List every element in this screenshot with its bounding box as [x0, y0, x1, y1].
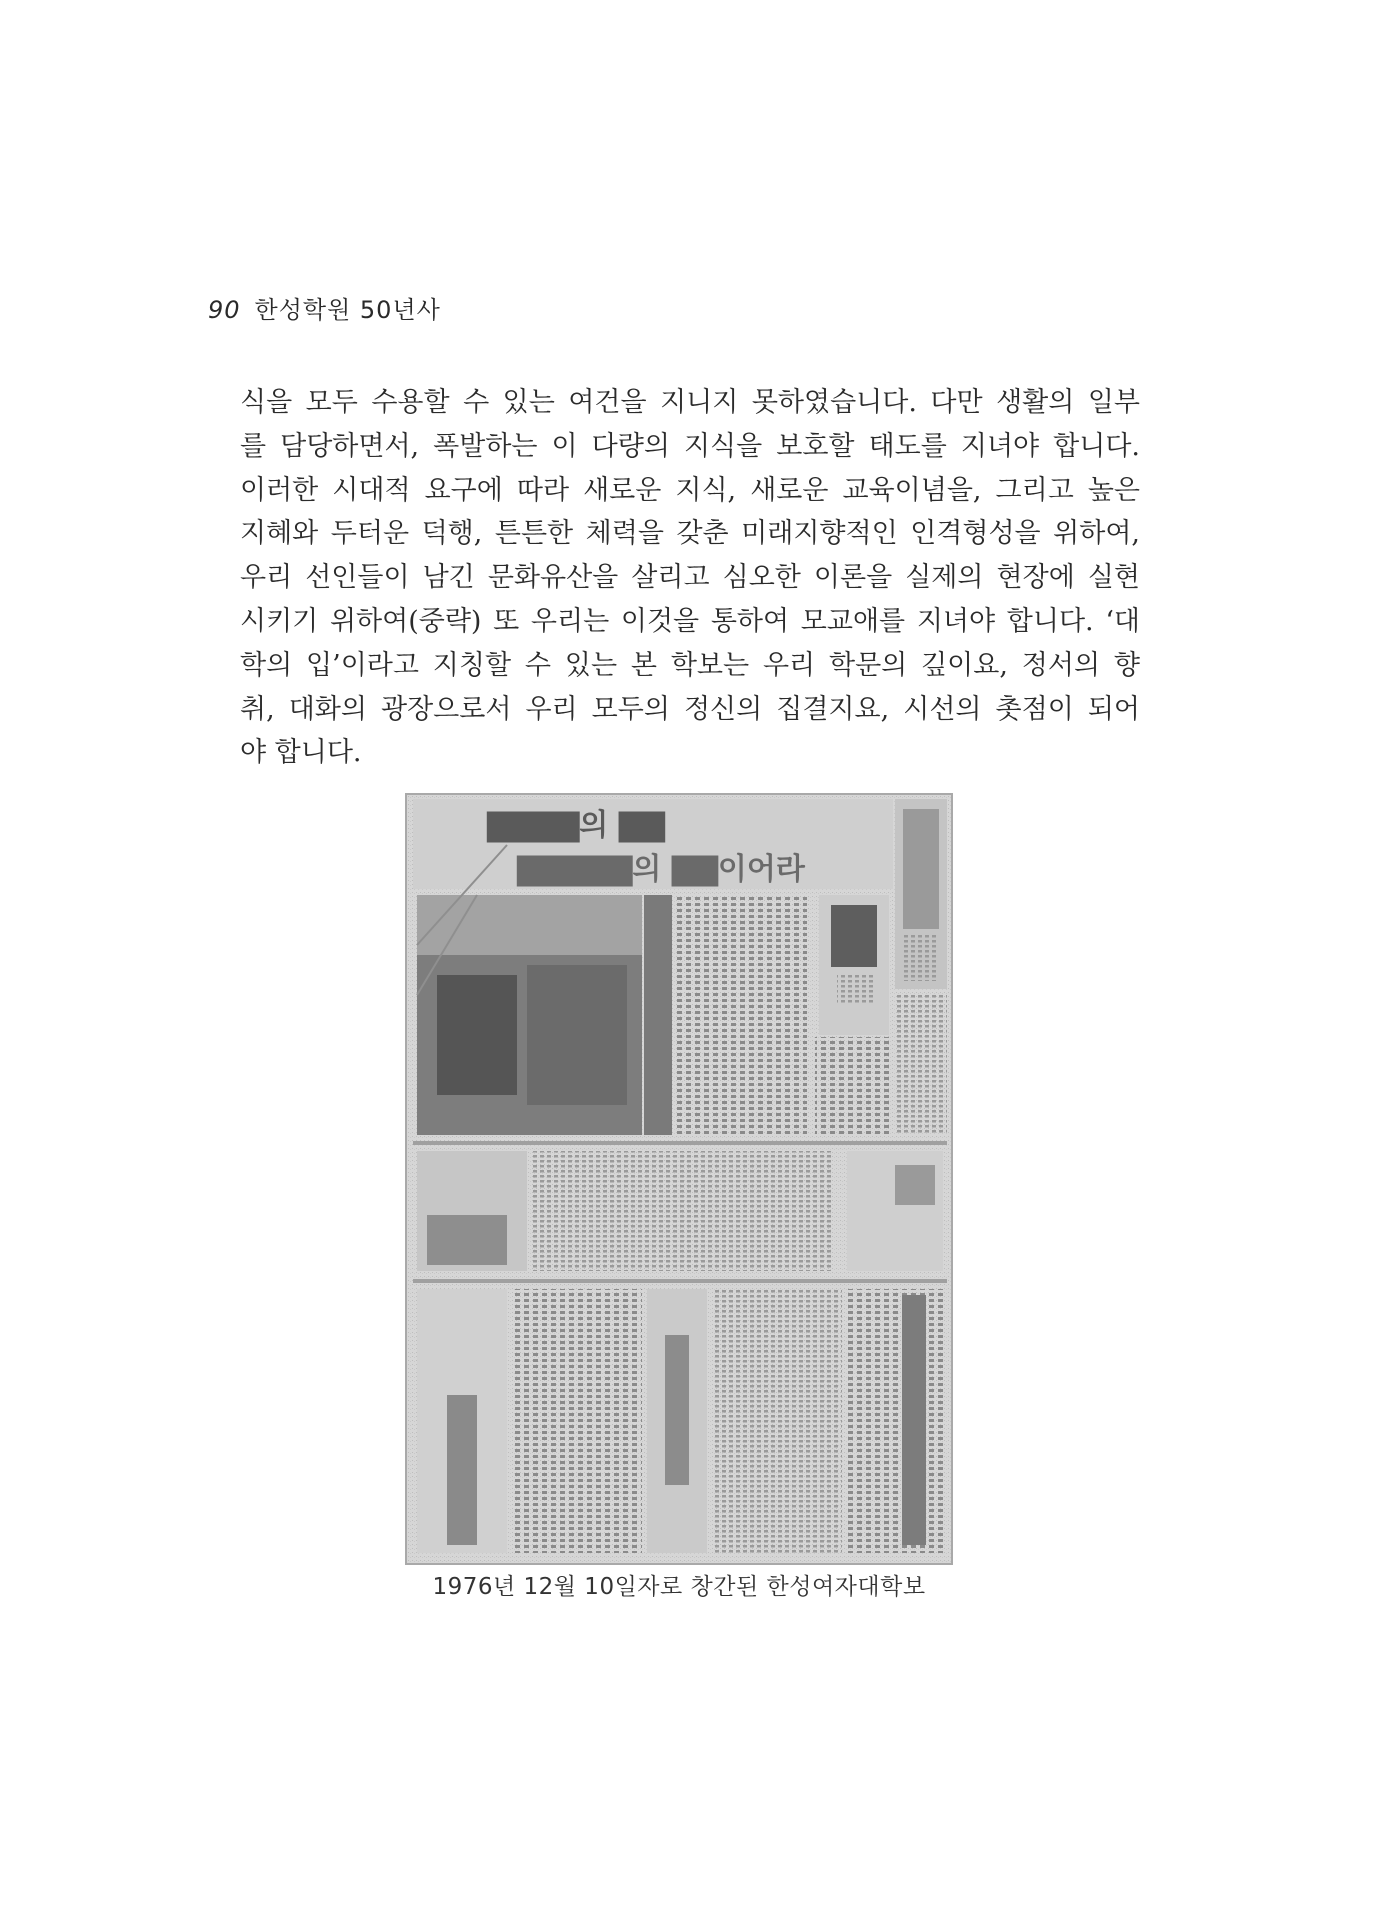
svg-text:▇▇▇▇의 ▇▇: ▇▇▇▇의 ▇▇ [487, 808, 665, 843]
text-line: 우리 선인들이 남긴 문화유산을 살리고 심오한 이론을 실제의 현장에 실현 [240, 562, 1140, 594]
newspaper-photo [405, 793, 953, 1565]
text-line: 취, 대화의 광장으로서 우리 모두의 정신의 집결지요, 시선의 촛점이 되어 [240, 693, 1140, 725]
book-title: 한성학원 50년사 [254, 296, 441, 324]
body-paragraph [240, 381, 1140, 775]
running-header [208, 290, 441, 325]
page-number: 90 [208, 296, 241, 324]
text-line: 식을 모두 수용할 수 있는 여건을 지니지 못하였습니다. 다만 생활의 일부 [240, 387, 1140, 418]
text-line: 학의 입’이라고 지칭할 수 있는 본 학보는 우리 학문의 깊이요, 정서의 향 [240, 649, 1140, 681]
text-line: 지혜와 두터운 덕행, 튼튼한 체력을 갖춘 미래지향적인 인격형성을 위하여, [240, 518, 1140, 550]
newspaper-scan-image [407, 795, 951, 1563]
text-line: 이러한 시대적 요구에 따라 새로운 지식, 새로운 교육이념을, 그리고 높은 [240, 474, 1140, 506]
text-line: 시키기 위하여(중략) 또 우리는 이것을 통하여 모교애를 지녀야 합니다. ‘대 [240, 605, 1140, 637]
svg-text:▇▇▇▇▇의 ▇▇이어라: ▇▇▇▇▇의 ▇▇이어라 [517, 852, 805, 887]
text-line: 를 담당하면서, 폭발하는 이 다량의 지식을 보호할 태도를 지녀야 합니다. [240, 430, 1140, 462]
text-line: 야 합니다. [240, 737, 362, 769]
figure-caption: 1976년 12월 10일자로 창간된 한성여자대학보 [432, 1574, 926, 1600]
